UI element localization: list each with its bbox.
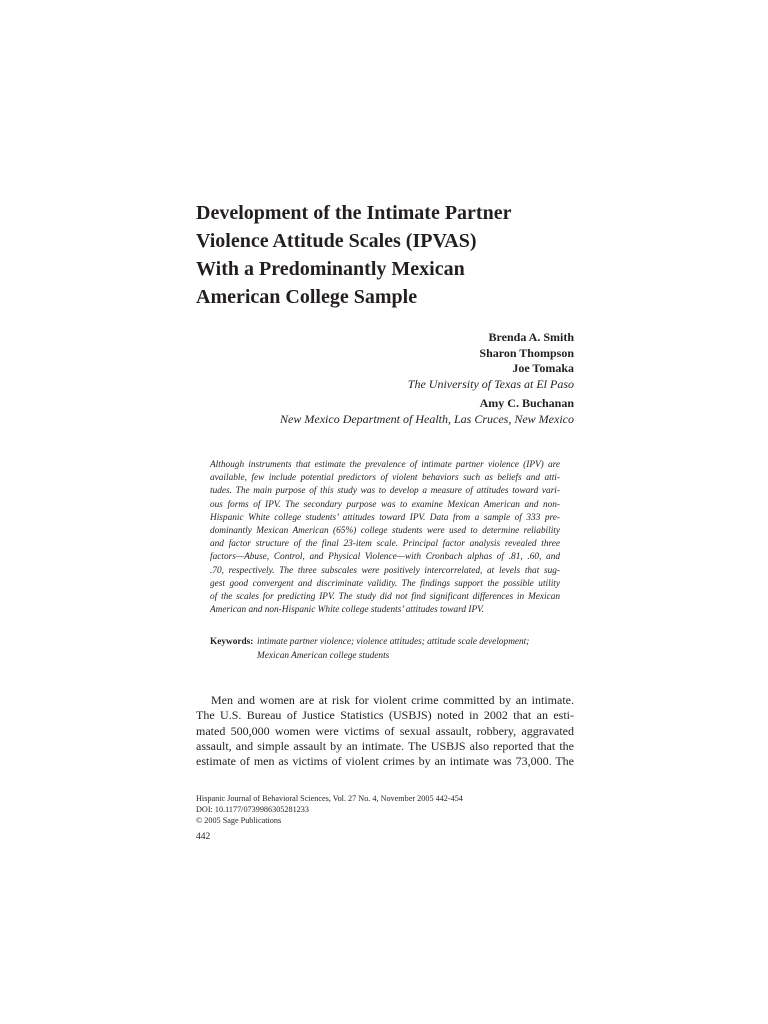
abstract-line: available, few include potential predictors of violent behaviors such as beliefs and atti-: [210, 473, 560, 484]
author-name: Joe Tomaka: [512, 361, 574, 375]
body-paragraph: [196, 693, 574, 769]
abstract-line: American and non-Hispanic White college students’ attitudes toward IPV.: [210, 605, 484, 616]
author-affiliation: The University of Texas at El Paso: [407, 376, 574, 391]
abstract: [210, 459, 560, 617]
author-affiliation: New Mexico Department of Health, Las Cruces, New Mexico: [280, 411, 574, 426]
article-title: [196, 199, 574, 311]
keywords-line: intimate partner violence; violence attitudes; attitude scale development;: [257, 637, 530, 647]
page-number: 442: [196, 832, 211, 842]
title-line: Development of the Intimate Partner: [196, 202, 512, 224]
author-name: Sharon Thompson: [479, 345, 574, 360]
keywords-line: Mexican American college students: [257, 651, 390, 661]
copyright: © 2005 Sage Publications: [196, 816, 282, 825]
body-line: assault, and simple assault by an intimate. The USBJS also reported that the: [196, 738, 574, 753]
author-name: Amy C. Buchanan: [479, 396, 574, 410]
doi: DOI: 10.1177/0739986305281233: [196, 805, 309, 814]
abstract-line: factors—Abuse, Control, and Physical Violence—with Cronbach alphas of .81, .60, and: [210, 552, 560, 563]
title-line: With a Predominantly Mexican: [196, 258, 465, 280]
abstract-line: dominantly Mexican American (65%) college students were used to determine reliability: [210, 526, 560, 537]
title-line: American College Sample: [196, 286, 418, 308]
abstract-line: and factor structure of the final 23-item scale. Principal factor analysis revealed three: [210, 539, 560, 550]
abstract-line: ous forms of IPV. The secondary purpose was to examine Mexican American and non-: [210, 499, 560, 510]
keywords: [210, 635, 570, 663]
journal-citation: Hispanic Journal of Behavioral Sciences, Vol. 27 No. 4, November 2005 442-454: [196, 794, 463, 803]
abstract-line: of the scales for predicting IPV. The study did not find significant differences in Mexican: [210, 592, 560, 603]
abstract-line: Hispanic White college students’ attitudes toward IPV. Data from a sample of 333 pre-: [210, 512, 560, 523]
body-line: Men and women are at risk for violent crime committed by an intimate.: [211, 693, 574, 707]
title-line: Violence Attitude Scales (IPVAS): [196, 230, 477, 252]
body-line: mated 500,000 women were victims of sexual assault, robbery, aggravated: [196, 723, 574, 738]
keywords-text: [257, 635, 529, 663]
author-block: [196, 330, 574, 427]
abstract-line: gest good convergent and discriminate validity. The findings support the possible utility: [210, 578, 560, 589]
abstract-line: tudes. The main purpose of this study was to develop a measure of attitudes toward vari-: [210, 486, 560, 497]
abstract-line: .70, respectively. The three subscales were positively intercorrelated, at levels that sug-: [210, 565, 560, 576]
abstract-line: Although instruments that estimate the prevalence of intimate partner violence (IPV) are: [210, 460, 560, 470]
keywords-label: Keywords:: [210, 637, 254, 647]
journal-footer: [196, 793, 574, 826]
body-line: estimate of men as victims of violent crimes by an intimate was 73,000. The: [196, 754, 574, 769]
author-name: Brenda A. Smith: [488, 330, 574, 344]
body-line: The U.S. Bureau of Justice Statistics (USBJS) noted in 2002 that an esti-: [196, 708, 574, 723]
